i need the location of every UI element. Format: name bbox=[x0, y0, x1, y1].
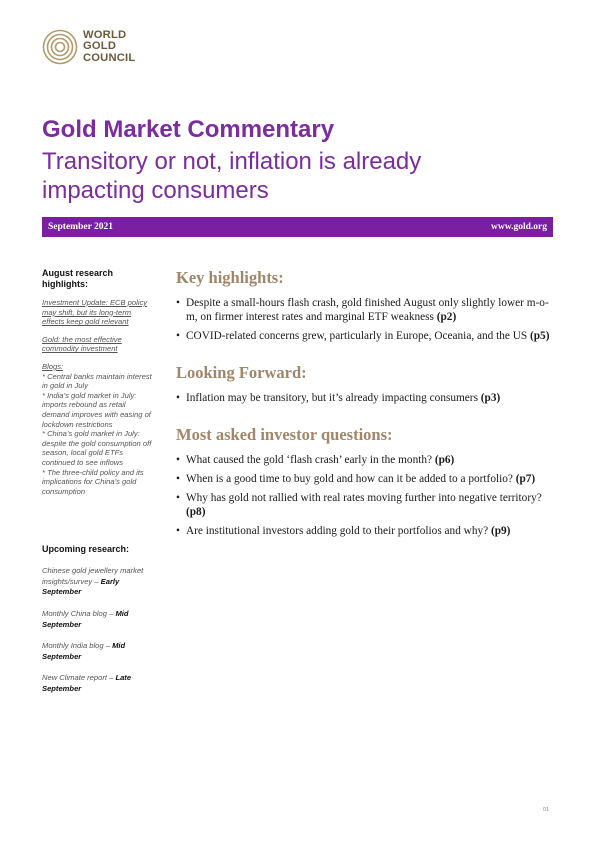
upcoming-text: Monthly China blog – bbox=[42, 609, 116, 619]
looking-forward-list bbox=[176, 391, 556, 405]
logo-line: WORLD bbox=[83, 28, 127, 41]
bullet-text: What caused the gold ‘flash crash’ early in the month? bbox=[186, 454, 435, 466]
upcoming-text: New Climate report – bbox=[42, 673, 116, 683]
page-ref: (p5) bbox=[530, 330, 550, 342]
list-item bbox=[176, 453, 556, 467]
title-subtitle bbox=[42, 147, 562, 205]
bullet-text: COVID-related concerns grew, particularly in Europe, Oceania, and the US bbox=[186, 330, 531, 342]
blogs-list bbox=[42, 362, 154, 496]
list-item bbox=[176, 391, 556, 405]
subtitle-line: Transitory or not, inflation is already bbox=[42, 148, 422, 175]
investor-questions-list bbox=[176, 453, 556, 538]
upcoming-text: Chinese gold jewellery market insights/survey – bbox=[42, 566, 144, 586]
blogs-label[interactable]: Blogs: bbox=[42, 361, 64, 371]
main-content bbox=[176, 268, 556, 543]
blog-item: * China’s gold market in July: despite the gold consumption off season, local gold ETFs continued to see inflows bbox=[42, 429, 152, 467]
blog-item: * Central banks maintain interest in gold in July bbox=[42, 371, 152, 391]
subtitle-line: impacting consumers bbox=[42, 177, 269, 204]
banner-url[interactable]: www.gold.org bbox=[491, 222, 547, 232]
page-ref: (p9) bbox=[490, 525, 511, 537]
logo-line: COUNCIL bbox=[83, 51, 136, 64]
list-item bbox=[176, 524, 556, 538]
upcoming-item bbox=[42, 673, 154, 694]
upcoming-when: Late September bbox=[42, 673, 132, 694]
list-item bbox=[176, 472, 556, 486]
research-heading: August research highlights: bbox=[42, 268, 114, 289]
logo-wordmark bbox=[83, 30, 135, 64]
page-ref: (p6) bbox=[434, 454, 455, 466]
upcoming-when: Mid September bbox=[42, 641, 126, 661]
bullet-text: Are institutional investors adding gold to their portfolios and why? bbox=[186, 525, 491, 537]
page-ref: (p2) bbox=[436, 311, 457, 323]
upcoming-text: Monthly India blog – bbox=[42, 641, 113, 651]
upcoming-when: Mid September bbox=[42, 609, 129, 629]
blog-item: * The three-child policy and its implications for China’s gold consumption bbox=[42, 467, 144, 496]
upcoming-item bbox=[42, 609, 154, 630]
page-number: 01 bbox=[543, 807, 550, 813]
document-title bbox=[42, 116, 562, 205]
key-highlights-list bbox=[176, 296, 556, 343]
list-item bbox=[176, 329, 556, 343]
banner-date: September 2021 bbox=[48, 222, 113, 232]
title-main: Gold Market Commentary bbox=[42, 116, 335, 143]
page-ref: (p7) bbox=[515, 473, 536, 485]
sidebar bbox=[42, 268, 154, 695]
list-item bbox=[176, 296, 556, 324]
page-ref: (p3) bbox=[480, 392, 501, 404]
upcoming-heading: Upcoming research: bbox=[42, 544, 130, 555]
blog-item: * India’s gold market in July: imports rebound as retail demand improves with easing of lockdown restrictions bbox=[42, 390, 151, 429]
bullet-text: When is a good time to buy gold and how can it be added to a portfolio? bbox=[186, 473, 516, 485]
upcoming-item bbox=[42, 566, 154, 598]
wgc-logo bbox=[42, 29, 135, 65]
upcoming-when: Early September bbox=[42, 576, 120, 597]
date-banner bbox=[42, 217, 553, 237]
logo-line: GOLD bbox=[83, 40, 117, 53]
gold-rings-icon bbox=[42, 29, 78, 65]
key-highlights-heading: Key highlights: bbox=[176, 268, 284, 287]
page-ref: (p8) bbox=[186, 506, 206, 518]
research-link[interactable]: Investment Update: ECB policy may shift, but its long-term effects keep gold relevant bbox=[42, 298, 148, 327]
bullet-text: Despite a small-hours flash crash, gold finished August only slightly lower m-o-m, on firmer interest rates and marginal ETF weakness bbox=[186, 297, 549, 323]
looking-forward-heading: Looking Forward: bbox=[176, 363, 307, 382]
investor-questions-heading: Most asked investor questions: bbox=[176, 425, 393, 444]
upcoming-item bbox=[42, 641, 154, 662]
bullet-text: Inflation may be transitory, but it’s already impacting consumers bbox=[186, 392, 481, 404]
research-link[interactable]: Gold: the most effective commodity investment bbox=[42, 334, 122, 354]
list-item bbox=[176, 491, 556, 519]
bullet-text: Why has gold not rallied with real rates moving further into negative territory? bbox=[186, 492, 542, 504]
